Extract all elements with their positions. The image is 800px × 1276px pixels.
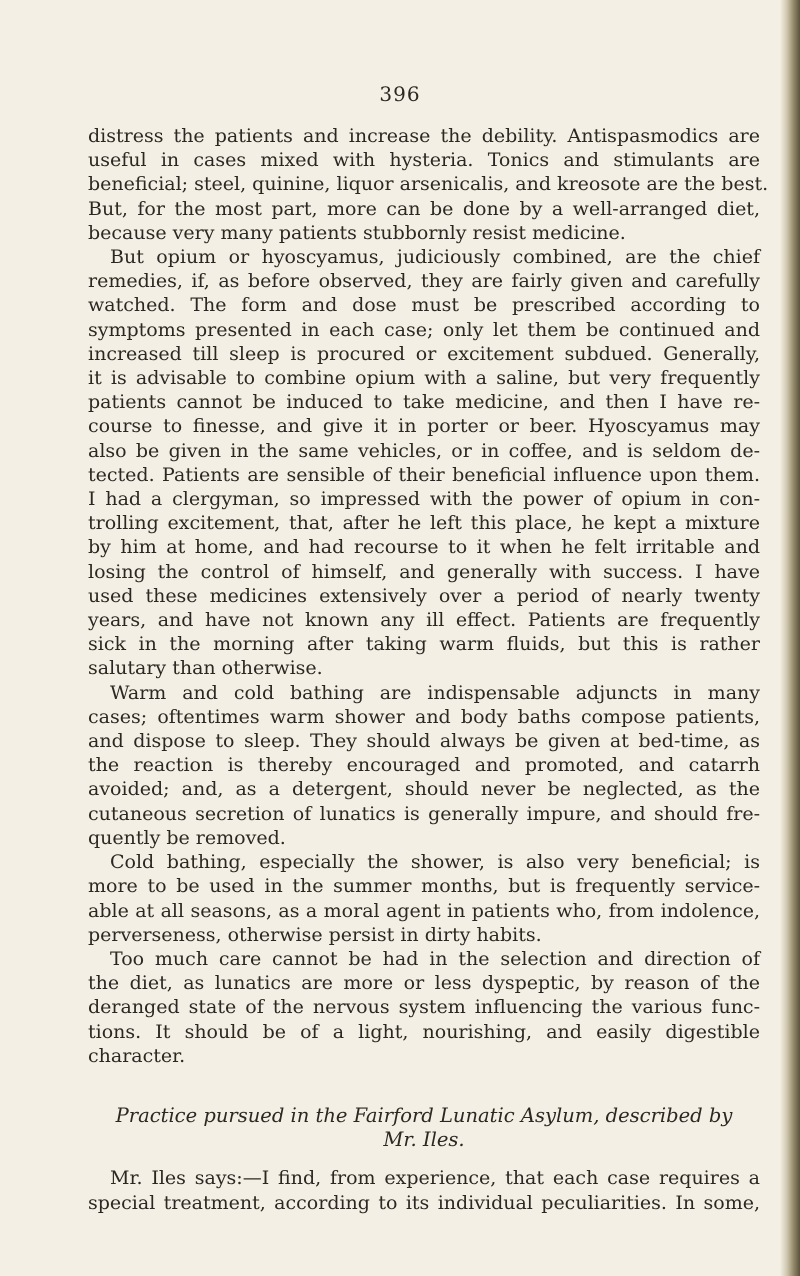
text-line: character. (88, 1044, 186, 1067)
text-line: increased till sleep is procured or excitement subdued. Generally, (88, 342, 760, 365)
text-line: useful in cases mixed with hysteria. Tonics and stimulants are (88, 149, 760, 172)
text-line: trolling excitement, that, after he left this place, he kept a mixture (88, 512, 760, 535)
page-edge-shadow (780, 0, 800, 1276)
paragraph (88, 124, 769, 245)
paragraph (88, 245, 760, 681)
text-line: distress the patients and increase the debility. Antispasmodics are (88, 125, 760, 147)
text-line: But opium or hyoscyamus, judiciously combined, are the chief (110, 246, 760, 269)
text-line: able at all seasons, as a moral agent in patients who, from indolence, (88, 899, 760, 922)
text-line: But, for the most part, more can be done by a well-arranged diet, (88, 197, 760, 220)
text-line: remedies, if, as before observed, they are fairly given and carefully (88, 270, 760, 293)
text-line: beneficial; steel, quinine, liquor arsenicalis, and kreosote are the best. (88, 173, 769, 196)
section-heading (88, 1104, 760, 1152)
text-line: tected. Patients are sensible of their beneficial influence upon them. (88, 463, 760, 486)
text-line: deranged state of the nervous system influencing the various func- (88, 996, 760, 1019)
text-line: Warm and cold bathing are indispensable adjuncts in many (110, 681, 760, 704)
text-line: symptoms presented in each case; only let them be continued and (88, 318, 760, 341)
text-line: more to be used in the summer months, but is frequently service- (88, 875, 760, 898)
text-line: patients cannot be induced to take medicine, and then I have re- (88, 391, 760, 414)
text-line: cases; oftentimes warm shower and body baths compose patients, (88, 705, 760, 728)
section-heading-line: Mr. Iles. (383, 1128, 465, 1152)
paragraph (88, 681, 760, 850)
text-line: it is advisable to combine opium with a saline, but very frequently (88, 367, 760, 390)
text-line: watched. The form and dose must be prescribed according to (88, 294, 760, 317)
text-line: the reaction is thereby encouraged and promoted, and catarrh (88, 754, 760, 777)
body-text (88, 124, 769, 1215)
text-line: perverseness, otherwise persist in dirty habits. (88, 923, 542, 946)
text-line: used these medicines extensively over a period of nearly twenty (88, 584, 760, 607)
text-line: Cold bathing, especially the shower, is also very beneficial; is (110, 851, 760, 874)
text-line: years, and have not known any ill effect. Patients are frequently (88, 609, 760, 632)
text-line: sick in the morning after taking warm fluids, but this is rather (88, 633, 760, 656)
page-number: 396 (379, 82, 421, 106)
paragraph (88, 1166, 760, 1214)
text-line: tions. It should be of a light, nourishing, and easily digestible (88, 1020, 760, 1043)
text-line: salutary than otherwise. (88, 657, 323, 680)
text-line: Too much care cannot be had in the selection and direction of (110, 947, 760, 970)
paragraph (88, 947, 760, 1068)
text-line: because very many patients stubbornly resist medicine. (88, 221, 626, 244)
section-heading-line: Practice pursued in the Fairford Lunatic Asylum, described by (115, 1103, 733, 1127)
text-line: quently be removed. (88, 826, 286, 849)
text-line: cutaneous secretion of lunatics is generally impure, and should fre- (88, 802, 760, 825)
paragraph (88, 850, 760, 947)
text-line: I had a clergyman, so impressed with the power of opium in con- (88, 488, 760, 511)
text-line: also be given in the same vehicles, or in coffee, and is seldom de- (88, 439, 760, 462)
text-line: Mr. Iles says:—I find, from experience, that each case requires a (110, 1167, 760, 1190)
text-line: and dispose to sleep. They should always be given at bed-time, as (88, 730, 760, 753)
text-line: special treatment, according to its individual peculiarities. In some, (88, 1191, 760, 1214)
text-line: avoided; and, as a detergent, should never be neglected, as the (88, 778, 760, 801)
text-line: the diet, as lunatics are more or less dyspeptic, by reason of the (88, 972, 760, 995)
text-line: by him at home, and had recourse to it when he felt irritable and (88, 536, 760, 559)
text-line: losing the control of himself, and generally with success. I have (88, 560, 760, 583)
text-line: course to finesse, and give it in porter or beer. Hyoscyamus may (88, 415, 760, 438)
